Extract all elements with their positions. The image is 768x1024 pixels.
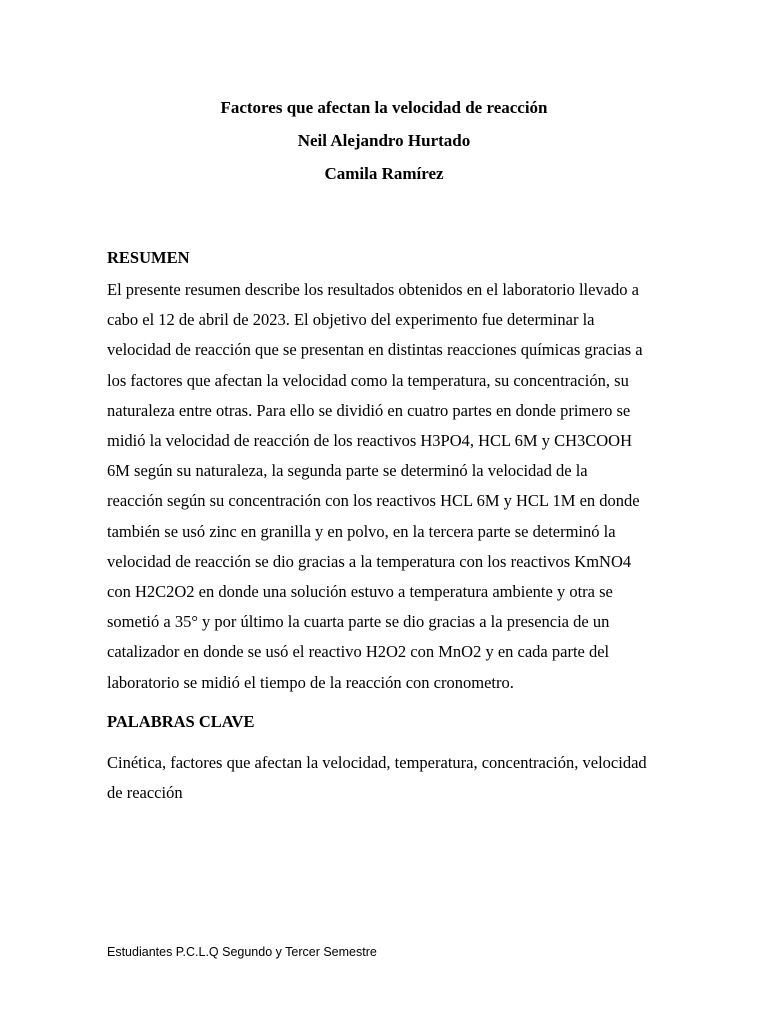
keywords-line: de reacción [107,783,183,803]
abstract-heading: RESUMEN [107,248,190,267]
keywords-line: Cinética, factores que afectan la velocidad, temperatura, concentración, velocidad [107,753,647,772]
abstract-line: los factores que afectan la velocidad como la temperatura, su concentración, su [107,370,629,390]
keywords-heading: PALABRAS CLAVE [107,712,255,731]
author-name: Neil Alejandro Hurtado [297,131,471,150]
abstract-line: velocidad de reacción se dio gracias a la temperatura con los reactivos KmNO4 [107,551,632,571]
author-name: Camila Ramírez [324,164,444,183]
abstract-line: con H2C2O2 en donde una solución estuvo a temperatura ambiente y otra se [107,582,613,602]
abstract-line: 6M según su naturaleza, la segunda parte se determinó la velocidad de la [107,461,588,481]
abstract-line: sometió a 35° y por último la cuarta parte se dio gracias a la presencia de un [107,612,610,632]
abstract-body [107,275,667,698]
abstract-line: cabo el 12 de abril de 2023. El objetivo del experimento fue determinar la [107,310,595,330]
abstract-line: midió la velocidad de reacción de los reactivos H3PO4, HCL 6M y CH3COOH [107,431,632,451]
page-footer: Estudiantes P.C.L.Q Segundo y Tercer Semestre [107,945,377,959]
document-title: Factores que afectan la velocidad de reacción [220,98,548,117]
keywords-body [107,748,667,808]
document-header [0,91,768,190]
abstract-line: laboratorio se midió el tiempo de la reacción con cronometro. [107,672,514,692]
abstract-line: naturaleza entre otras. Para ello se dividió en cuatro partes en donde primero se [107,400,631,420]
abstract-line: El presente resumen describe los resultados obtenidos en el laboratorio llevado a [107,280,639,299]
abstract-line: reacción según su concentración con los reactivos HCL 6M y HCL 1M en donde [107,491,640,511]
abstract-line: velocidad de reacción que se presentan en distintas reacciones químicas gracias a [107,340,643,360]
abstract-line: catalizador en donde se usó el reactivo H2O2 con MnO2 y en cada parte del [107,642,610,662]
abstract-line: también se usó zinc en granilla y en polvo, en la tercera parte se determinó la [107,521,616,541]
